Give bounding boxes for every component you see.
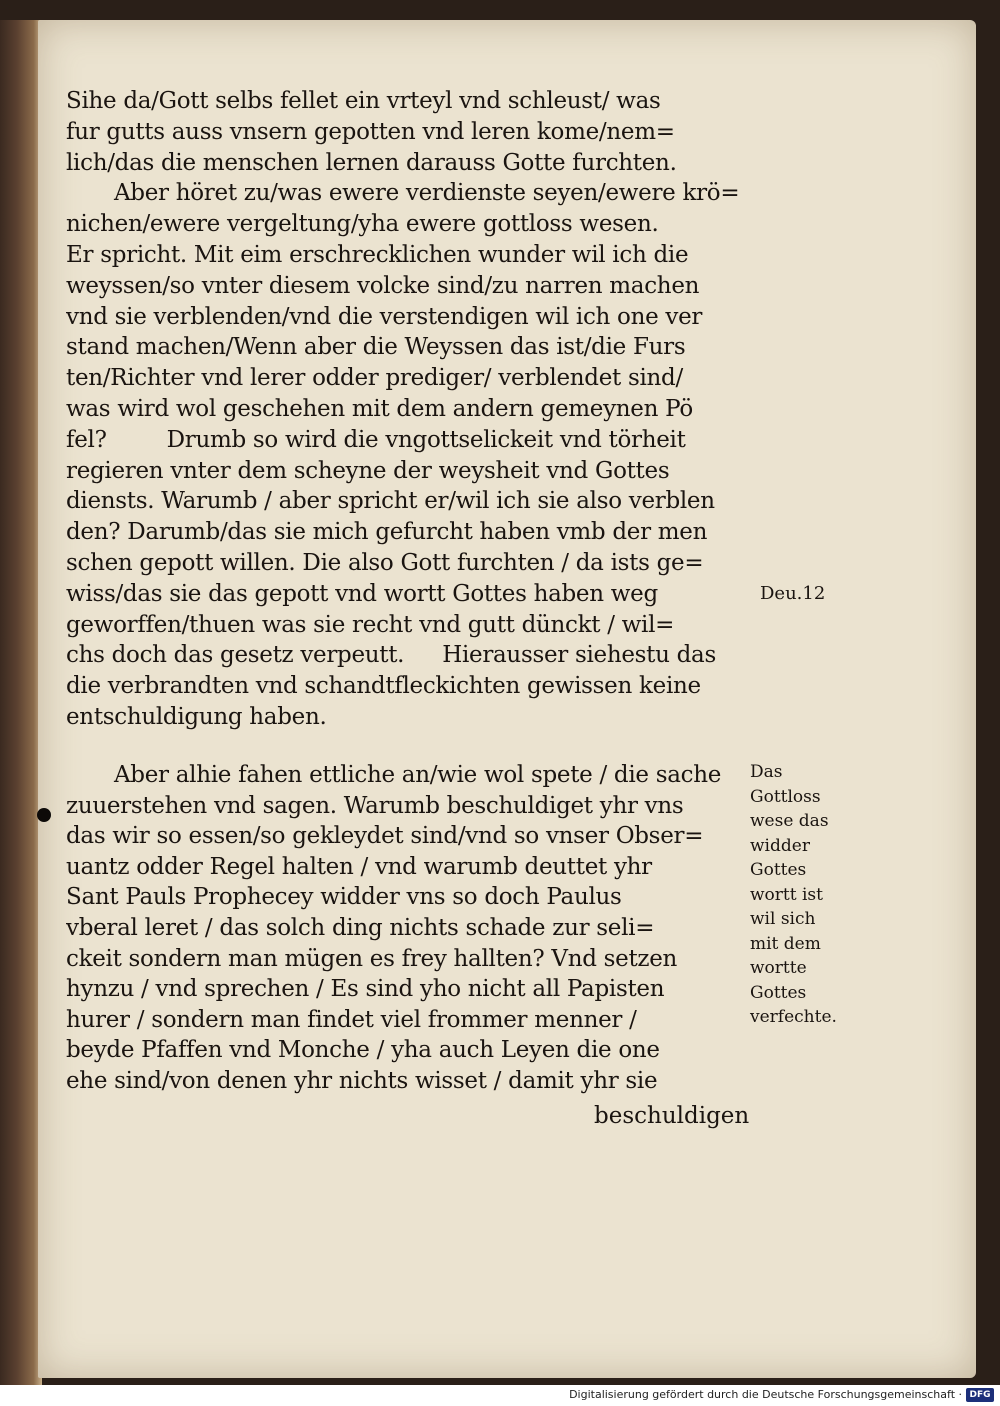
margin-line: Gottloss: [750, 786, 821, 807]
margin-line: Das: [750, 762, 783, 782]
margin-line: Gottes: [750, 860, 807, 880]
text-line: ehe sind/von denen yhr nichts wisset / damit yhr sie: [66, 1067, 658, 1094]
text-line: Aber höret zu/was ewere verdienste seyen/ewere krö=: [114, 180, 740, 207]
ink-dot-mark: [37, 808, 51, 822]
text-line: hurer / sondern man findet viel frommer menner /: [66, 1006, 637, 1033]
text-line: zuuerstehen vnd sagen. Warumb beschuldiget yhr vns: [66, 792, 684, 819]
text-line: wiss/das sie das gepott vnd wortt Gottes haben weg: [66, 580, 658, 607]
text-line: stand machen/Wenn aber die Weyssen das ist/die Furs: [66, 334, 686, 361]
text-line: Er spricht. Mit eim erschrecklichen wunder wil ich die: [66, 241, 689, 268]
margin-note-gloss: [750, 760, 850, 1030]
text-line: vberal leret / das solch ding nichts schade zur seli=: [66, 914, 655, 941]
text-line: die verbrandten vnd schandtfleckichten gewissen keine: [66, 673, 701, 700]
margin-line: widder: [750, 835, 810, 856]
text-line: uantz odder Regel halten / vnd warumb deuttet yhr: [66, 853, 652, 880]
text-fragment: Drumb so wird die vngottselickeit vnd törheit: [166, 426, 686, 453]
text-line: diensts. Warumb / aber spricht er/wil ich sie also verblen: [66, 488, 715, 515]
margin-line: verfechte.: [750, 1007, 837, 1027]
text-line: regieren vnter dem scheyne der weysheit vnd Gottes: [66, 457, 670, 484]
text-line: fur gutts auss vnsern gepotten vnd leren kome/nem=: [66, 118, 675, 145]
text-line: Aber alhie fahen ettliche an/wie wol spete / die sache: [114, 762, 722, 788]
text-line: [66, 425, 756, 456]
margin-line: wil sich: [750, 909, 816, 929]
text-line: vnd sie verblenden/vnd die verstendigen wil ich one ver: [66, 303, 703, 330]
footer-bar: [0, 1385, 1000, 1406]
text-line: hynzu / vnd sprechen / Es sind yho nicht all Papisten: [66, 976, 665, 1003]
second-paragraph: [66, 760, 756, 1097]
text-line: lich/das die menschen lernen darauss Gotte furchten.: [66, 149, 677, 176]
catchword: beschuldigen: [594, 1103, 750, 1129]
margin-line: Gottes: [750, 982, 807, 1003]
text-line: beyde Pfaffen vnd Monche / yha auch Leyen die one: [66, 1037, 660, 1064]
dfg-logo: DFG: [966, 1388, 994, 1402]
text-line: geworffen/thuen was sie recht vnd gutt dünckt / wil=: [66, 611, 675, 638]
text-line: entschuldigung haben.: [66, 703, 327, 730]
text-line: ten/Richter vnd lerer odder prediger/ verblendet sind/: [66, 365, 683, 392]
text-line: Sihe da/Gott selbs fellet ein vrteyl vnd schleust/ was: [66, 88, 661, 114]
text-fragment: fel?: [66, 426, 107, 453]
margin-note-reference: Deu.12: [760, 583, 826, 604]
text-line: nichen/ewere vergeltung/yha ewere gottloss wesen.: [66, 211, 659, 238]
text-line: das wir so essen/so gekleydet sind/vnd so vnser Obser=: [66, 823, 704, 850]
text-line: was wird wol geschehen mit dem andern gemeynen Pö: [66, 395, 693, 422]
text-line: den? Darumb/das sie mich gefurcht haben vmb der men: [66, 519, 708, 546]
book-binding-edge: [0, 20, 42, 1385]
text-line: schen gepott willen. Die also Gott furchten / da ists ge=: [66, 549, 704, 576]
funding-credit: Digitalisierung gefördert durch die Deutsche Forschungsgemeinschaft ·: [569, 1388, 962, 1401]
text-line: weyssen/so vnter diesem volcke sind/zu narren machen: [66, 272, 700, 299]
margin-line: wese das: [750, 811, 829, 831]
text-line: Sant Pauls Prophecey widder vns so doch Paulus: [66, 884, 622, 911]
margin-line: wortte: [750, 958, 807, 978]
text-fragment: Hierausser siehestu das: [442, 642, 716, 669]
text-fragment: chs doch das gesetz verpeutt.: [66, 642, 405, 669]
margin-line: mit dem: [750, 933, 821, 954]
main-paragraph: [66, 86, 756, 733]
margin-line: wortt ist: [750, 884, 823, 905]
text-line: [66, 640, 756, 671]
text-line: ckeit sondern man mügen es frey hallten? Vnd setzen: [66, 945, 678, 972]
